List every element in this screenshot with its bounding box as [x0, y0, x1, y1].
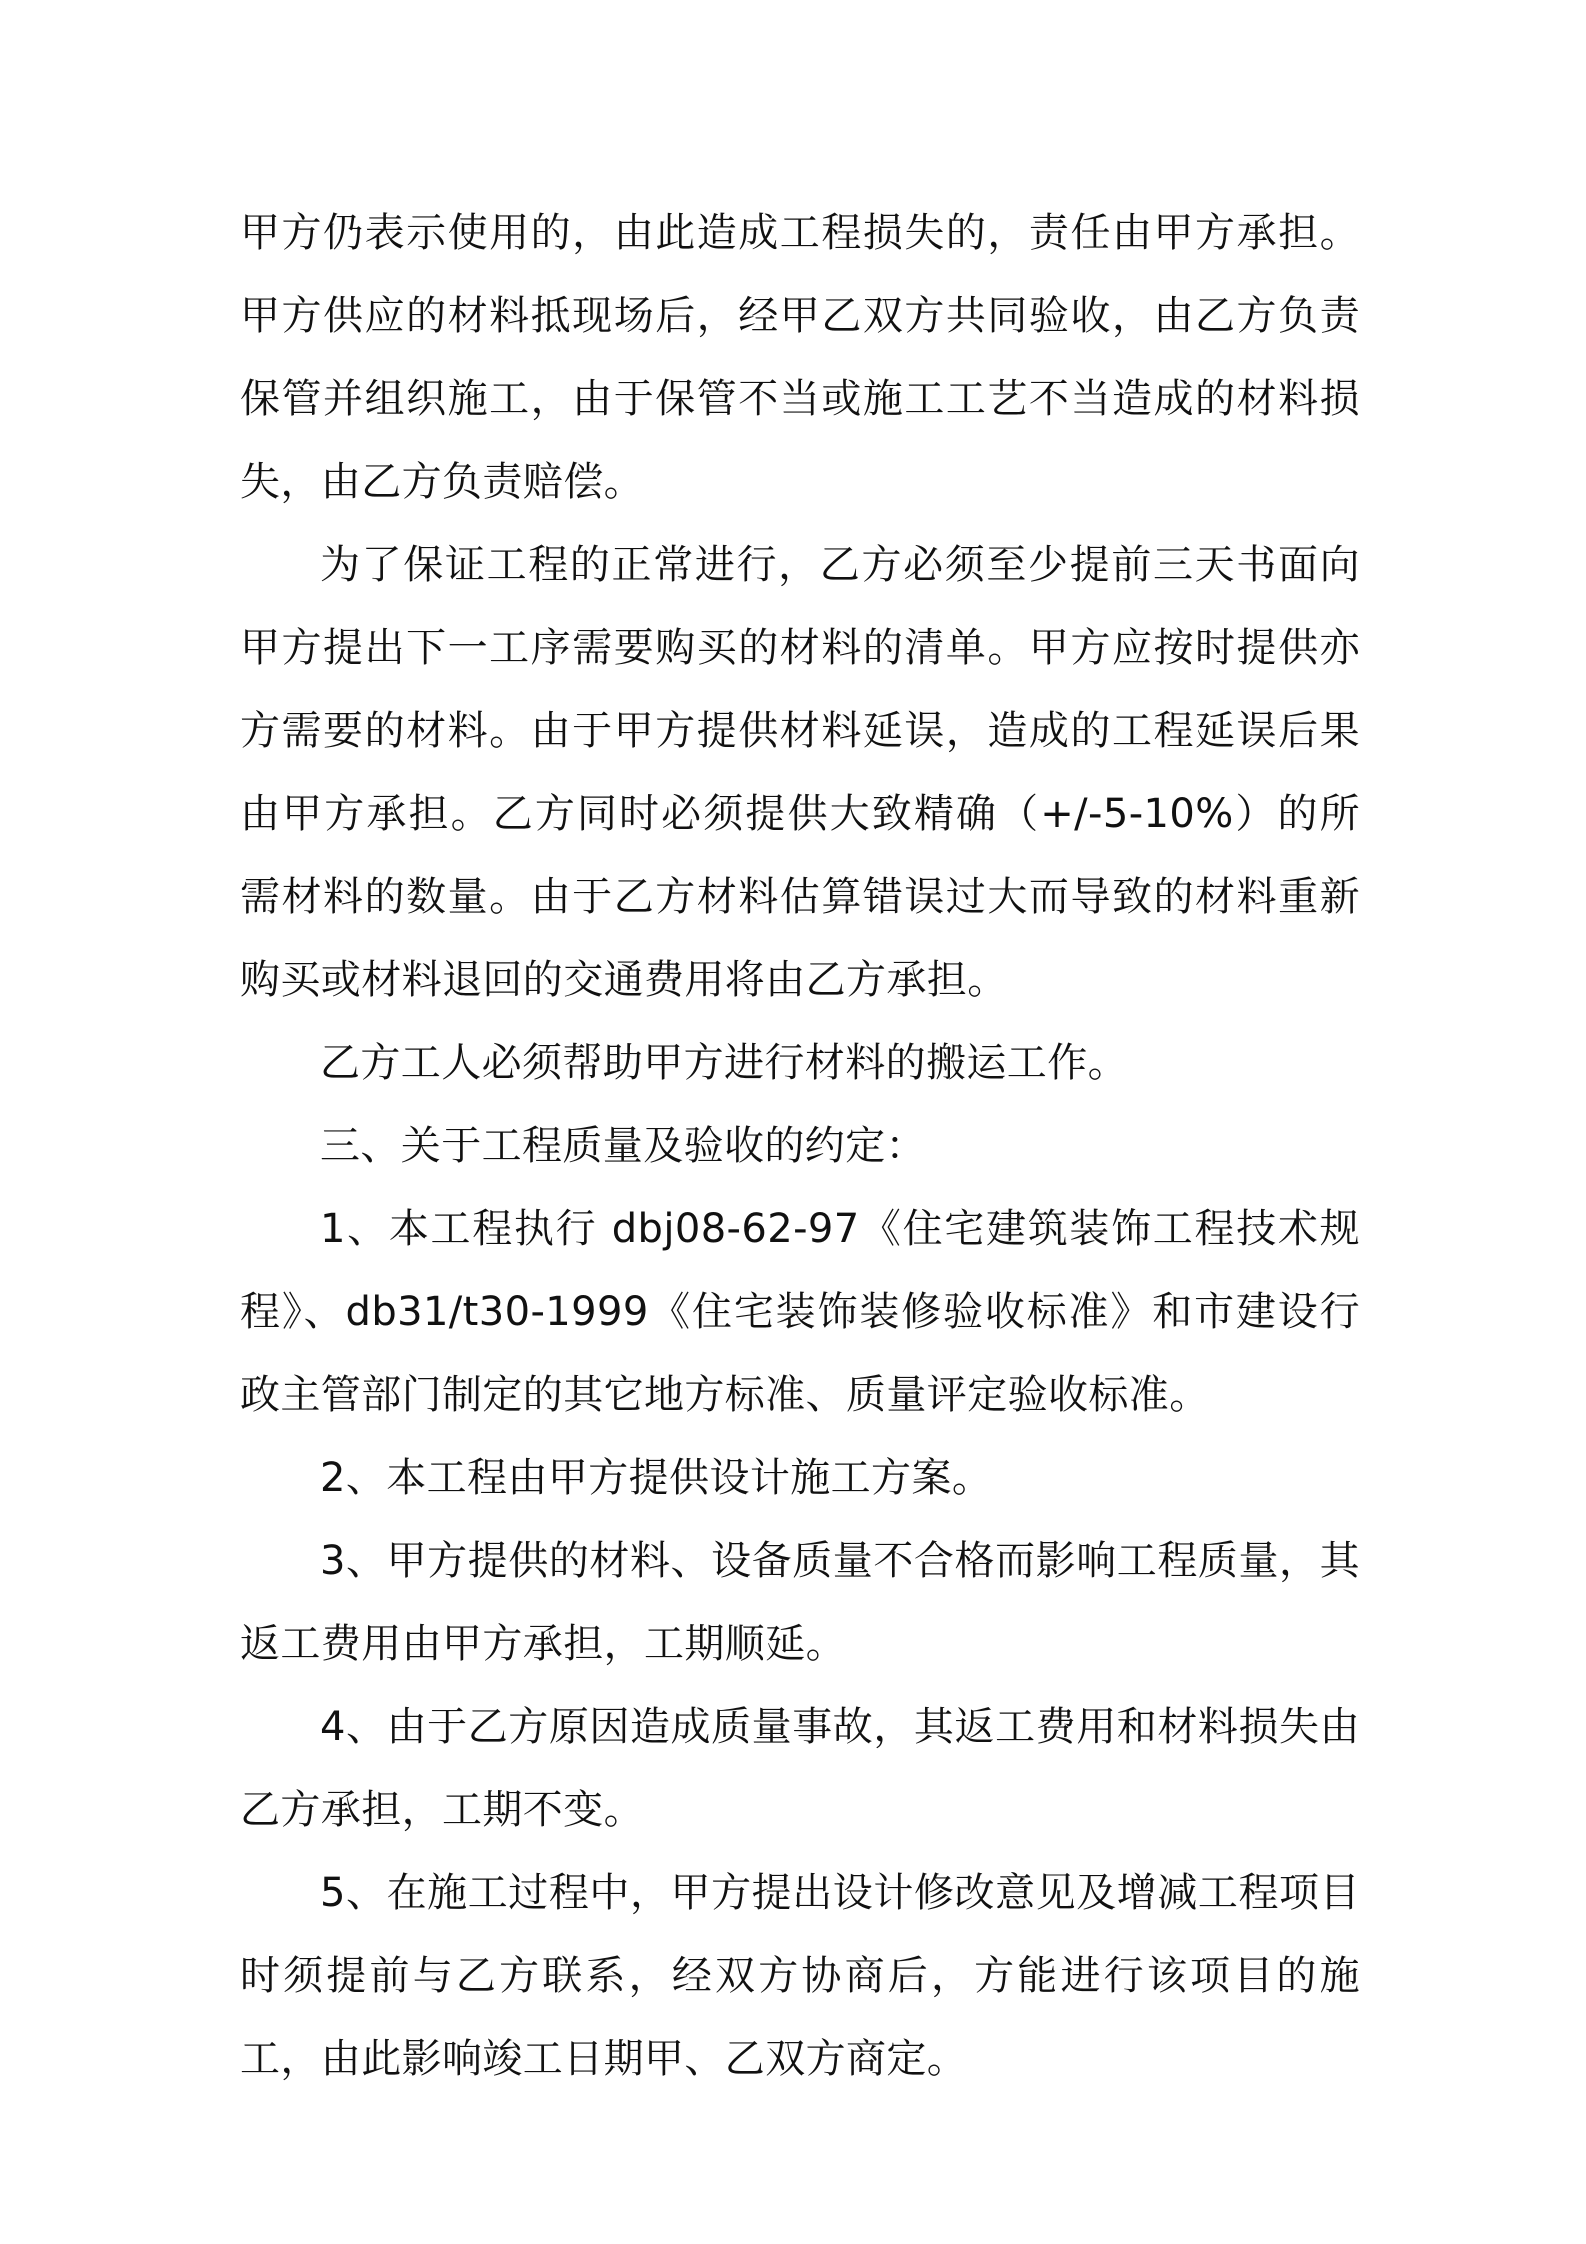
- clause-2-design: 2、本工程由甲方提供设计施工方案。: [320, 1455, 993, 1501]
- document-body: [240, 192, 1360, 2101]
- paragraph-material-acceptance: 甲方仍表示使用的，由此造成工程损失的，责任由甲方承担。甲方供应的材料抵现场后，经甲乙双方共同验收，由乙方负责保管并组织施工，由于保管不当或施工工艺不当造成的材料损失，由乙方负责赔偿。: [240, 210, 1360, 505]
- paragraph-material-transport: 乙方工人必须帮助甲方进行材料的搬运工作。: [320, 1040, 1128, 1086]
- clause-1-standards: 1、本工程执行 dbj08-62-97《住宅建筑装饰工程技术规程》、db31/t30-1999《住宅装饰装修验收标准》和市建设行政主管部门制定的其它地方标准、质量评定验收标准。: [240, 1206, 1360, 1418]
- section-heading-quality: 三、关于工程质量及验收的约定：: [320, 1123, 926, 1169]
- clause-4-quality-accident: 4、由于乙方原因造成质量事故，其返工费用和材料损失由乙方承担，工期不变。: [240, 1704, 1360, 1833]
- clause-5-design-change: 5、在施工过程中，甲方提出设计修改意见及增减工程项目时须提前与乙方联系，经双方协商后，方能进行该项目的施工，由此影响竣工日期甲、乙双方商定。: [240, 1870, 1360, 2082]
- clause-3-material-quality: 3、甲方提供的材料、设备质量不合格而影响工程质量，其返工费用由甲方承担，工期顺延。: [240, 1538, 1360, 1667]
- paragraph-material-list: 为了保证工程的正常进行，乙方必须至少提前三天书面向甲方提出下一工序需要购买的材料的清单。甲方应按时提供亦方需要的材料。由于甲方提供材料延误，造成的工程延误后果由甲方承担。乙方同时必须提供大致精确（+/-5-10%）的所需材料的数量。由于乙方材料估算错误过大而导致的材料重新购买或材料退回的交通费用将由乙方承担。: [240, 542, 1360, 1003]
